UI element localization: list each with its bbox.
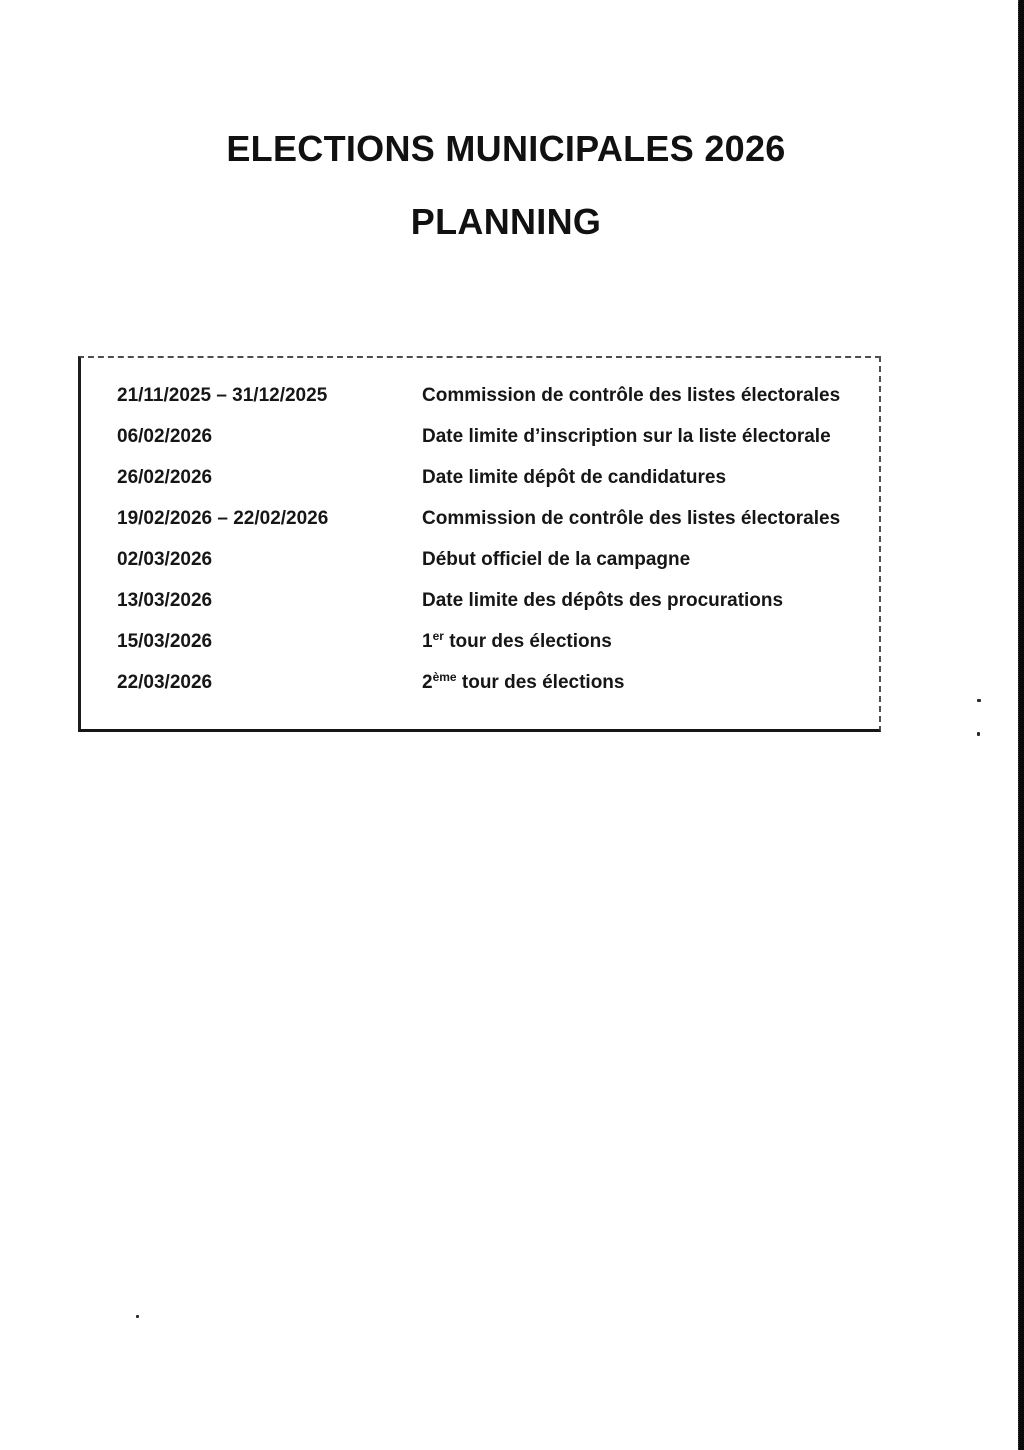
schedule-row-event: [422, 621, 879, 662]
event-text: 1: [422, 631, 433, 652]
schedule-row-event: [422, 580, 879, 621]
document-title: ELECTIONS MUNICIPALES 2026: [226, 128, 786, 169]
event-text: Commission de contrôle des listes électorales: [422, 385, 841, 406]
schedule-row: [117, 416, 879, 457]
event-text: Début officiel de la campagne: [422, 549, 691, 570]
schedule-row: [117, 457, 879, 498]
scan-speck: [977, 732, 980, 736]
schedule-row: [117, 539, 879, 580]
schedule-row-date: 15/03/2026: [117, 631, 213, 652]
schedule-row-date: 19/02/2026 – 22/02/2026: [117, 508, 329, 529]
schedule-row: [117, 498, 879, 539]
schedule-row-event: [422, 375, 879, 416]
schedule-row-date: 22/03/2026: [117, 672, 213, 693]
schedule-row-event: [422, 498, 879, 539]
schedule-box: [78, 356, 881, 732]
schedule-row-date: 26/02/2026: [117, 467, 213, 488]
event-text: Date limite dépôt de candidatures: [422, 467, 727, 488]
schedule-row-date: 02/03/2026: [117, 549, 213, 570]
schedule-row-event: [422, 662, 879, 703]
document-subtitle: PLANNING: [410, 201, 602, 242]
schedule-row: [117, 662, 879, 703]
scanner-edge-artifact: [1018, 0, 1024, 1450]
title-block: [0, 129, 1012, 242]
scan-speck: [977, 699, 981, 702]
schedule-row: [117, 580, 879, 621]
schedule-row-event: [422, 539, 879, 580]
scan-speck: [136, 1315, 139, 1318]
schedule-row: [117, 375, 879, 416]
event-text-rest: tour des élections: [456, 672, 625, 693]
event-text-rest: tour des élections: [443, 631, 612, 652]
schedule-row-event: [422, 416, 879, 457]
schedule-row-date: 13/03/2026: [117, 590, 213, 611]
event-text: Date limite des dépôts des procurations: [422, 590, 784, 611]
event-superscript: ème: [432, 670, 457, 684]
event-text: Date limite d’inscription sur la liste électorale: [422, 426, 831, 447]
event-text: 2: [422, 672, 433, 693]
schedule-row: [117, 621, 879, 662]
schedule-row-date: 06/02/2026: [117, 426, 213, 447]
schedule-row-date: 21/11/2025 – 31/12/2025: [117, 385, 328, 406]
schedule-row-event: [422, 457, 879, 498]
event-superscript: er: [432, 629, 444, 643]
event-text: Commission de contrôle des listes électorales: [422, 508, 841, 529]
